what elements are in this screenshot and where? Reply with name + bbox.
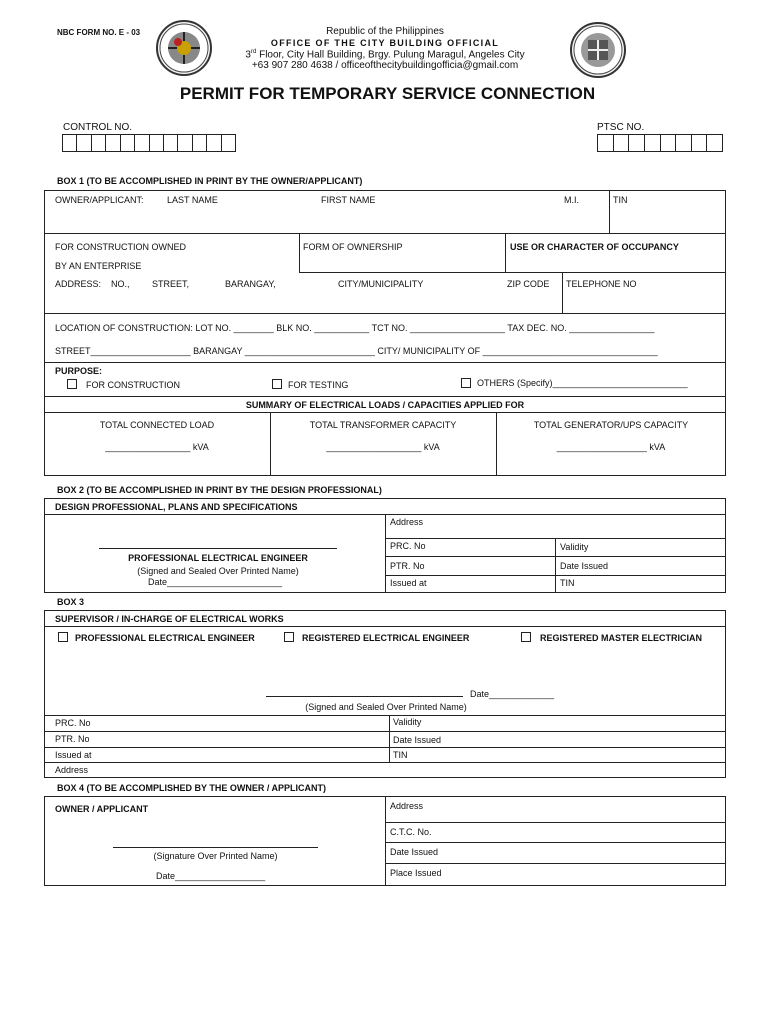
divider: [385, 575, 726, 576]
divider: [44, 396, 726, 397]
box2-signed-note: (Signed and Sealed Over Printed Name): [137, 566, 299, 576]
address-label: ADDRESS:: [55, 279, 102, 289]
address-line: 3rd Floor, City Hall Building, Brgy. Pulung Maragul, Angeles City: [245, 49, 525, 61]
divider: [389, 715, 390, 763]
others-label[interactable]: OTHERS (Specify)___________________________: [477, 378, 688, 388]
box2-ptr-label: PTR. No: [390, 561, 425, 571]
divider: [299, 233, 300, 273]
generator-kva-field[interactable]: __________________ kVA: [556, 442, 666, 452]
pee-checkbox[interactable]: [58, 632, 68, 642]
telephone-label: TELEPHONE NO: [566, 279, 637, 289]
no-label: NO.,: [111, 279, 130, 289]
last-name-label: LAST NAME: [167, 195, 218, 205]
box2-address-label: Address: [390, 517, 424, 527]
divider: [44, 313, 726, 314]
city-label: CITY/MUNICIPALITY: [338, 279, 424, 289]
contact-line: +63 907 280 4638 / officeofthecitybuildingofficia@gmail.com: [251, 60, 519, 71]
tin-label: TIN: [613, 195, 628, 205]
purpose-label: PURPOSE:: [55, 366, 103, 376]
control-no-label: CONTROL NO.: [63, 122, 133, 133]
divider: [44, 715, 726, 716]
office-line: OFFICE OF THE CITY BUILDING OFFICIAL: [270, 38, 500, 48]
box2-date-field[interactable]: Date_______________________: [148, 577, 283, 587]
for-construction-label: FOR CONSTRUCTION: [86, 380, 180, 390]
box4-date-issued-label: Date Issued: [390, 847, 439, 857]
divider: [44, 747, 726, 748]
box3-ptr-label: PTR. No: [55, 734, 90, 744]
box4-date-field[interactable]: Date__________________: [156, 871, 266, 881]
signature-note: (Signature Over Printed Name): [153, 851, 278, 861]
republic-line: Republic of the Philippines: [326, 26, 444, 37]
pee-label: PROFESSIONAL ELECTRICAL ENGINEER: [128, 553, 308, 563]
divider: [385, 842, 726, 843]
box3-signature-line: [266, 696, 463, 697]
divider: [44, 626, 726, 627]
form-of-ownership-label: FORM OF OWNERSHIP: [303, 242, 403, 252]
divider: [555, 538, 556, 593]
divider: [385, 863, 726, 864]
page-title: PERMIT FOR TEMPORARY SERVICE CONNECTION: [179, 84, 596, 103]
total-connected-label: TOTAL CONNECTED LOAD: [99, 420, 215, 430]
box3-heading: BOX 3: [57, 597, 85, 607]
construction-owned-label: FOR CONSTRUCTION OWNED: [55, 242, 186, 252]
divider: [505, 233, 506, 273]
ree-option-label: REGISTERED ELECTRICAL ENGINEER: [302, 633, 470, 643]
rme-option-label: REGISTERED MASTER ELECTRICIAN: [540, 633, 703, 643]
divider: [44, 731, 726, 732]
box2-validity-label: Validity: [560, 542, 589, 552]
connected-kva-field[interactable]: _________________ kVA: [105, 442, 209, 452]
box4-heading: BOX 4 (TO BE ACCOMPLISHED BY THE OWNER / APPLICANT): [57, 783, 327, 793]
divider: [385, 514, 386, 593]
pee-option-label: PROFESSIONAL ELECTRICAL ENGINEER: [75, 633, 255, 643]
mi-label: M.I.: [564, 195, 579, 205]
total-transformer-label: TOTAL TRANSFORMER CAPACITY: [309, 420, 457, 430]
box2-tin-label: TIN: [560, 578, 575, 588]
divider: [562, 272, 563, 314]
divider: [609, 190, 610, 234]
box4-signature-line: [113, 847, 318, 848]
box3-address-label: Address: [55, 765, 89, 775]
barangay-label: BARANGAY,: [225, 279, 276, 289]
divider: [299, 272, 726, 273]
summary-heading: SUMMARY OF ELECTRICAL LOADS / CAPACITIES APPLIED FOR: [245, 400, 525, 410]
location-line[interactable]: LOCATION OF CONSTRUCTION: LOT NO. ________ BLK NO. ___________ TCT NO. ___________________ TAX DEC. NO. _________________: [55, 323, 655, 333]
divider: [385, 822, 726, 823]
divider: [44, 412, 726, 413]
divider: [44, 762, 726, 763]
ptsc-no-label: PTSC NO.: [597, 122, 645, 133]
divider: [44, 233, 726, 234]
box2-issued-at-label: Issued at: [390, 578, 427, 588]
box3-signed-note: (Signed and Sealed Over Printed Name): [305, 702, 467, 712]
box3-date-issued-label: Date Issued: [393, 735, 442, 745]
form-number: NBC FORM NO. E - 03: [57, 28, 141, 37]
divider: [385, 796, 386, 886]
box2-subheading: DESIGN PROFESSIONAL, PLANS AND SPECIFICATIONS: [55, 502, 298, 512]
box3-prc-label: PRC. No: [55, 718, 91, 728]
rme-checkbox[interactable]: [521, 632, 531, 642]
place-issued-label: Place Issued: [390, 868, 442, 878]
box3-validity-label: Validity: [393, 717, 422, 727]
others-checkbox[interactable]: [461, 378, 471, 388]
zip-label: ZIP CODE: [507, 279, 550, 289]
box3-issued-at-label: Issued at: [55, 750, 92, 760]
box2-heading: BOX 2 (TO BE ACCOMPLISHED IN PRINT BY THE DESIGN PROFESSIONAL): [57, 485, 382, 495]
box2-prc-label: PRC. No: [390, 541, 426, 551]
ree-checkbox[interactable]: [284, 632, 294, 642]
box3-subheading: SUPERVISOR / IN-CHARGE OF ELECTRICAL WORKS: [55, 614, 284, 624]
box4-address-label: Address: [390, 801, 424, 811]
transformer-kva-field[interactable]: ___________________ kVA: [326, 442, 440, 452]
ctc-label: C.T.C. No.: [390, 827, 432, 837]
use-occupancy-label: USE OR CHARACTER OF OCCUPANCY: [510, 242, 679, 252]
divider: [44, 362, 726, 363]
total-generator-label: TOTAL GENERATOR/UPS CAPACITY: [533, 420, 689, 430]
box2-date-issued-label: Date Issued: [560, 561, 609, 571]
for-testing-checkbox[interactable]: [272, 379, 282, 389]
for-testing-label: FOR TESTING: [288, 380, 349, 390]
control-no-field[interactable]: [62, 134, 236, 152]
for-construction-checkbox[interactable]: [67, 379, 77, 389]
box1-heading: BOX 1 (TO BE ACCOMPLISHED IN PRINT BY THE OWNER/APPLICANT): [57, 176, 363, 186]
by-enterprise-label: BY AN ENTERPRISE: [55, 261, 142, 271]
owner-label: OWNER / APPLICANT: [55, 804, 149, 814]
first-name-label: FIRST NAME: [321, 195, 376, 205]
box3-date-field[interactable]: Date_____________: [470, 689, 555, 699]
street-label: STREET,: [152, 279, 190, 289]
signature-line: [99, 548, 337, 549]
box3-tin-label: TIN: [393, 750, 408, 760]
ptsc-no-field[interactable]: [597, 134, 723, 152]
street-line[interactable]: STREET____________________ BARANGAY __________________________ CITY/ MUNICIPALITY OF ___________________________________: [55, 346, 658, 356]
owner-applicant-label: OWNER/APPLICANT:: [55, 195, 144, 205]
divider: [385, 556, 726, 557]
